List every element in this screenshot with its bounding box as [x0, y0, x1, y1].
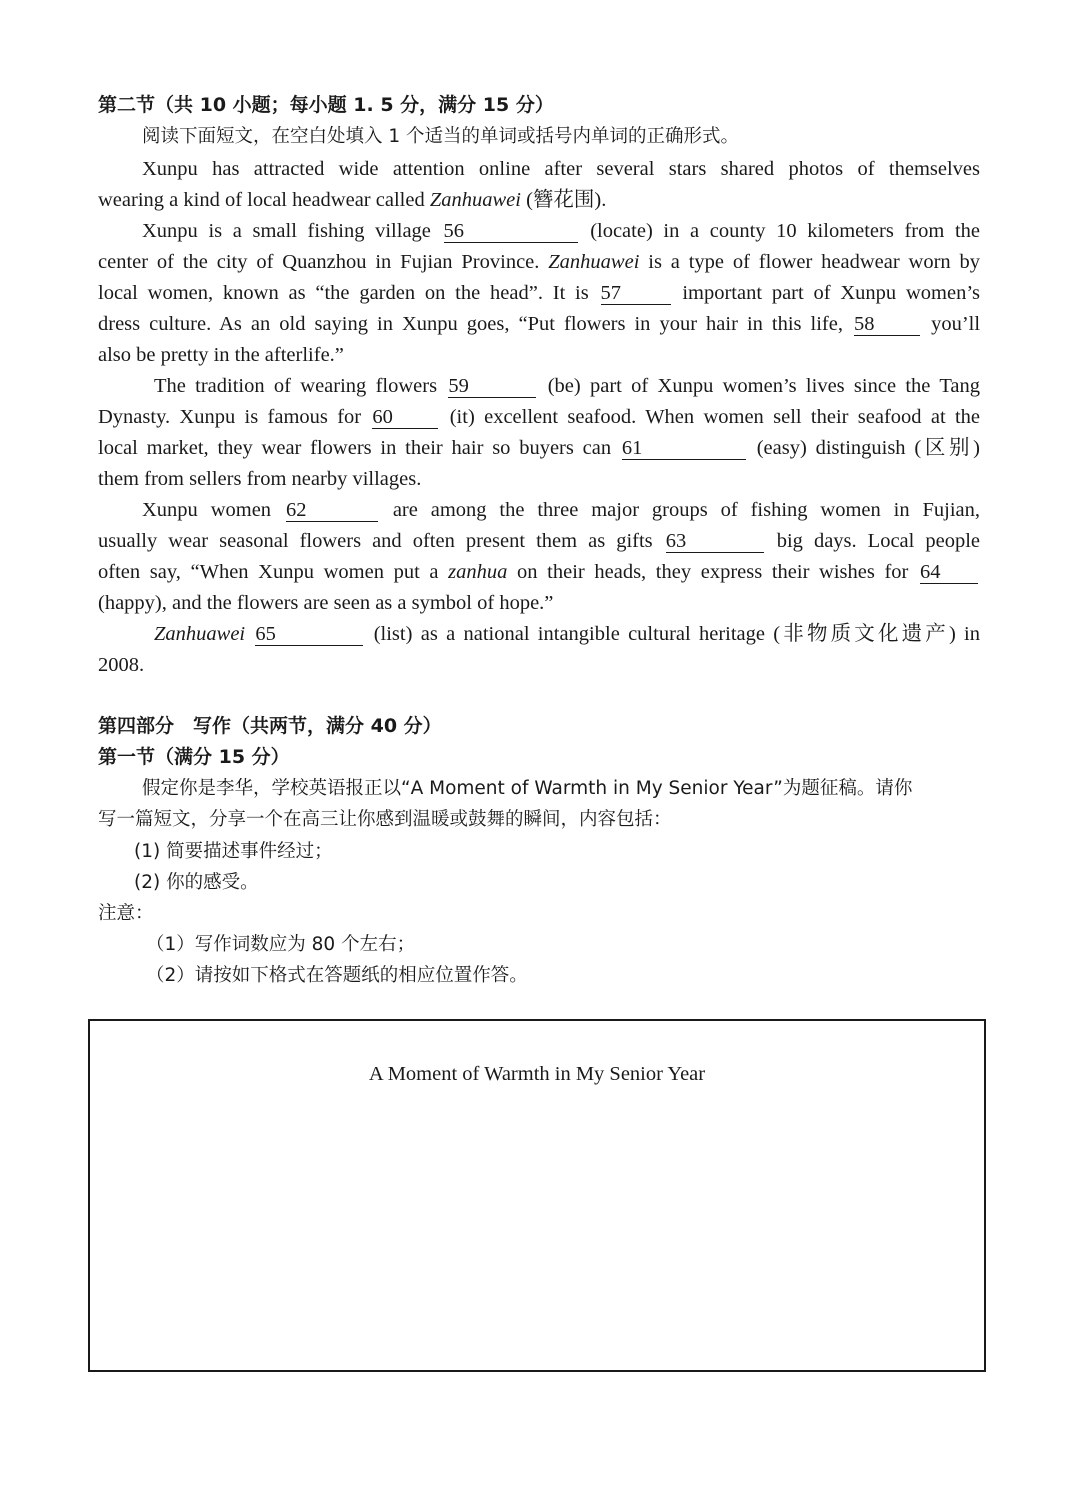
passage-text: (list) as a national intangible cultural heritage (非物质文化遗产) in — [373, 623, 981, 645]
passage-text: on their heads, they express their wishes for — [517, 561, 909, 583]
blank-57[interactable]: 57 — [601, 282, 671, 305]
passage-line — [98, 433, 980, 464]
passage-line: Xunpu has attracted wide attention online after several stars shared photos of themselves — [142, 158, 980, 180]
section2-heading: 第二节（共 10 小题；每小题 1. 5 分，满分 15 分） — [98, 94, 554, 116]
part4-subheading: 第一节（满分 15 分） — [98, 746, 290, 768]
passage-text: dress culture. As an old saying in Xunpu goes, “Put flowers in your hair in this life, — [98, 313, 843, 335]
note-label: 注意： — [98, 903, 154, 924]
passage-line — [142, 495, 980, 526]
term-zanhuawei: Zanhuawei — [548, 251, 640, 273]
passage-text: (locate) in a county 10 kilometers from the — [590, 220, 980, 242]
passage-line — [98, 247, 980, 278]
blank-62[interactable]: 62 — [286, 499, 378, 522]
passage-line — [98, 309, 980, 340]
writing-prompt: 写一篇短文，分享一个在高三让你感到温暖或鼓舞的瞬间，内容包括： — [98, 809, 672, 830]
blank-60[interactable]: 60 — [372, 406, 438, 429]
passage-text: center of the city of Quanzhou in Fujian Province. — [98, 251, 540, 273]
passage-line — [98, 526, 980, 557]
answer-box[interactable] — [88, 1019, 986, 1372]
passage-line — [98, 185, 980, 216]
passage-line: them from sellers from nearby villages. — [98, 468, 422, 490]
passage-text: is a type of flower headwear worn by — [648, 251, 981, 273]
term-zanhua: zanhua — [448, 561, 508, 583]
passage-text: (easy) distinguish (区别) — [756, 437, 981, 459]
passage-text: Dynasty. Xunpu is famous for — [98, 406, 362, 428]
passage-text: local market, they wear flowers in their hair so buyers can — [98, 437, 612, 459]
passage-line — [98, 557, 980, 588]
passage-text: (be) part of Xunpu women’s lives since the Tang — [547, 375, 981, 397]
blank-58[interactable]: 58 — [854, 313, 920, 336]
blank-64[interactable]: 64 — [920, 561, 978, 584]
passage-text: Xunpu is a small fishing village — [142, 220, 431, 242]
blank-65[interactable]: 65 — [255, 623, 363, 646]
passage-line — [98, 402, 980, 433]
passage-line: 2008. — [98, 654, 145, 676]
passage-text: wearing a kind of local headwear called — [98, 189, 425, 211]
content-item-2: (2) 你的感受。 — [134, 872, 259, 893]
part4-heading: 第四部分 写作（共两节，满分 40 分） — [98, 715, 442, 737]
passage-text: usually wear seasonal flowers and often present them as gifts — [98, 530, 653, 552]
blank-59[interactable]: 59 — [448, 375, 536, 398]
passage-line — [98, 278, 980, 309]
passage-line — [154, 371, 980, 402]
answer-box-title: A Moment of Warmth in My Senior Year — [368, 1063, 706, 1085]
passage-line: also be pretty in the afterlife.” — [98, 344, 344, 366]
passage-text: big days. Local people — [776, 530, 981, 552]
blank-61[interactable]: 61 — [622, 437, 746, 460]
passage-text: (it) excellent seafood. When women sell their seafood at the — [449, 406, 980, 428]
term-zanhuawei: Zanhuawei — [429, 189, 521, 211]
passage-line: (happy), and the flowers are seen as a symbol of hope.” — [98, 592, 554, 614]
passage-text: often say, “When Xunpu women put a — [98, 561, 439, 583]
section2-instruction: 阅读下面短文，在空白处填入 1 个适当的单词或括号内单词的正确形式。 — [142, 126, 740, 147]
writing-prompt: 假定你是李华，学校英语报正以“A Moment of Warmth in My Senior Year”为题征稿。请你 — [142, 778, 913, 799]
term-zanhuawei: Zanhuawei — [154, 623, 246, 645]
passage-text: Xunpu women — [142, 499, 272, 521]
passage-line — [142, 216, 980, 247]
passage-text: The tradition of wearing flowers — [154, 375, 438, 397]
passage-text: local women, known as “the garden on the head”. It is — [98, 282, 589, 304]
passage-text: (簪花围). — [526, 189, 607, 211]
passage-text: are among the three major groups of fishing women in Fujian, — [392, 499, 980, 521]
note-item-2: （2）请按如下格式在答题纸的相应位置作答。 — [146, 965, 528, 986]
passage-text: you’ll — [931, 313, 981, 335]
passage-line — [154, 619, 980, 650]
blank-56[interactable]: 56 — [444, 220, 578, 243]
note-item-1: （1）写作词数应为 80 个左右； — [146, 934, 416, 955]
passage-text: important part of Xunpu women’s — [682, 282, 980, 304]
content-item-1: (1) 简要描述事件经过； — [134, 841, 333, 862]
blank-63[interactable]: 63 — [666, 530, 764, 553]
